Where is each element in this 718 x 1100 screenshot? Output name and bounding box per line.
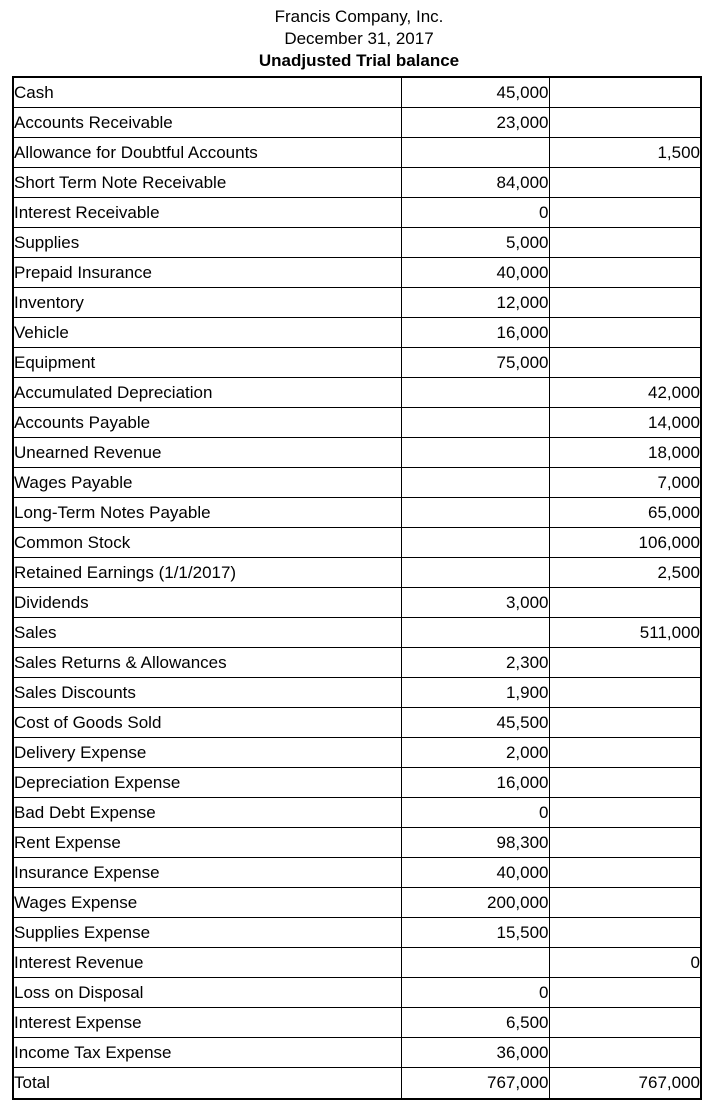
credit-amount-cell <box>549 828 701 858</box>
debit-amount-cell: 45,000 <box>401 77 549 108</box>
table-row <box>13 708 701 738</box>
table-row <box>13 228 701 258</box>
credit-amount-cell: 65,000 <box>549 498 701 528</box>
table-row <box>13 558 701 588</box>
credit-amount-cell <box>549 228 701 258</box>
account-name-cell: Inventory <box>13 288 401 318</box>
statement-date: December 31, 2017 <box>284 29 434 48</box>
table-row <box>13 408 701 438</box>
debit-amount-cell: 75,000 <box>401 348 549 378</box>
debit-amount-cell: 2,300 <box>401 648 549 678</box>
account-name-cell: Dividends <box>13 588 401 618</box>
credit-amount-cell: 767,000 <box>549 1068 701 1100</box>
table-row <box>13 738 701 768</box>
table-row <box>13 528 701 558</box>
table-row <box>13 378 701 408</box>
credit-amount-cell <box>549 1008 701 1038</box>
debit-amount-cell <box>401 468 549 498</box>
account-name-cell: Interest Expense <box>13 1008 401 1038</box>
debit-amount-cell: 40,000 <box>401 858 549 888</box>
account-name-cell: Supplies <box>13 228 401 258</box>
table-row <box>13 168 701 198</box>
account-name-cell: Sales Discounts <box>13 678 401 708</box>
account-name-cell: Cost of Goods Sold <box>13 708 401 738</box>
debit-amount-cell: 36,000 <box>401 1038 549 1068</box>
credit-amount-cell <box>549 288 701 318</box>
credit-amount-cell <box>549 77 701 108</box>
table-row <box>13 138 701 168</box>
table-row <box>13 798 701 828</box>
credit-amount-cell <box>549 588 701 618</box>
credit-amount-cell <box>549 918 701 948</box>
table-row <box>13 1068 701 1100</box>
account-name-cell: Retained Earnings (1/1/2017) <box>13 558 401 588</box>
table-row <box>13 498 701 528</box>
table-row <box>13 348 701 378</box>
table-row <box>13 828 701 858</box>
company-name: Francis Company, Inc. <box>274 7 444 26</box>
credit-amount-cell: 1,500 <box>549 138 701 168</box>
credit-amount-cell <box>549 1038 701 1068</box>
statement-heading <box>0 0 718 72</box>
account-name-cell: Total <box>13 1068 401 1100</box>
table-row <box>13 648 701 678</box>
debit-amount-cell: 45,500 <box>401 708 549 738</box>
table-row <box>13 888 701 918</box>
trial-balance-table <box>12 76 702 1100</box>
credit-amount-cell <box>549 648 701 678</box>
credit-amount-cell <box>549 858 701 888</box>
credit-amount-cell: 511,000 <box>549 618 701 648</box>
account-name-cell: Depreciation Expense <box>13 768 401 798</box>
account-name-cell: Sales Returns & Allowances <box>13 648 401 678</box>
table-row <box>13 588 701 618</box>
account-name-cell: Short Term Note Receivable <box>13 168 401 198</box>
table-row <box>13 77 701 108</box>
account-name-cell: Accounts Payable <box>13 408 401 438</box>
credit-amount-cell <box>549 348 701 378</box>
debit-amount-cell: 5,000 <box>401 228 549 258</box>
table-row <box>13 288 701 318</box>
credit-amount-cell: 0 <box>549 948 701 978</box>
debit-amount-cell: 6,500 <box>401 1008 549 1038</box>
account-name-cell: Income Tax Expense <box>13 1038 401 1068</box>
account-name-cell: Sales <box>13 618 401 648</box>
account-name-cell: Wages Payable <box>13 468 401 498</box>
debit-amount-cell <box>401 378 549 408</box>
debit-amount-cell <box>401 438 549 468</box>
account-name-cell: Prepaid Insurance <box>13 258 401 288</box>
debit-amount-cell: 23,000 <box>401 108 549 138</box>
debit-amount-cell: 16,000 <box>401 768 549 798</box>
debit-amount-cell: 0 <box>401 978 549 1008</box>
table-row <box>13 678 701 708</box>
table-row <box>13 978 701 1008</box>
debit-amount-cell: 2,000 <box>401 738 549 768</box>
debit-amount-cell: 767,000 <box>401 1068 549 1100</box>
account-name-cell: Accumulated Depreciation <box>13 378 401 408</box>
credit-amount-cell <box>549 258 701 288</box>
table-row <box>13 198 701 228</box>
trial-balance-body <box>13 77 701 1099</box>
account-name-cell: Bad Debt Expense <box>13 798 401 828</box>
table-row <box>13 258 701 288</box>
account-name-cell: Unearned Revenue <box>13 438 401 468</box>
debit-amount-cell <box>401 558 549 588</box>
account-name-cell: Wages Expense <box>13 888 401 918</box>
account-name-cell: Interest Revenue <box>13 948 401 978</box>
debit-amount-cell: 0 <box>401 798 549 828</box>
debit-amount-cell: 12,000 <box>401 288 549 318</box>
account-name-cell: Cash <box>13 77 401 108</box>
account-name-cell: Accounts Receivable <box>13 108 401 138</box>
debit-amount-cell <box>401 948 549 978</box>
trial-balance-table-wrapper <box>12 76 700 1100</box>
credit-amount-cell: 42,000 <box>549 378 701 408</box>
credit-amount-cell <box>549 108 701 138</box>
table-row <box>13 858 701 888</box>
account-name-cell: Vehicle <box>13 318 401 348</box>
table-row <box>13 1008 701 1038</box>
debit-amount-cell <box>401 528 549 558</box>
debit-amount-cell <box>401 138 549 168</box>
credit-amount-cell <box>549 168 701 198</box>
table-row <box>13 318 701 348</box>
table-row <box>13 468 701 498</box>
credit-amount-cell <box>549 888 701 918</box>
table-row <box>13 1038 701 1068</box>
credit-amount-cell: 18,000 <box>549 438 701 468</box>
statement-title: Unadjusted Trial balance <box>258 51 460 70</box>
debit-amount-cell: 98,300 <box>401 828 549 858</box>
table-row <box>13 108 701 138</box>
account-name-cell: Delivery Expense <box>13 738 401 768</box>
table-row <box>13 618 701 648</box>
credit-amount-cell <box>549 318 701 348</box>
debit-amount-cell <box>401 618 549 648</box>
table-row <box>13 948 701 978</box>
debit-amount-cell: 15,500 <box>401 918 549 948</box>
account-name-cell: Supplies Expense <box>13 918 401 948</box>
account-name-cell: Interest Receivable <box>13 198 401 228</box>
debit-amount-cell: 200,000 <box>401 888 549 918</box>
credit-amount-cell: 7,000 <box>549 468 701 498</box>
account-name-cell: Common Stock <box>13 528 401 558</box>
account-name-cell: Loss on Disposal <box>13 978 401 1008</box>
account-name-cell: Allowance for Doubtful Accounts <box>13 138 401 168</box>
credit-amount-cell <box>549 798 701 828</box>
debit-amount-cell: 16,000 <box>401 318 549 348</box>
account-name-cell: Equipment <box>13 348 401 378</box>
credit-amount-cell <box>549 978 701 1008</box>
debit-amount-cell: 0 <box>401 198 549 228</box>
credit-amount-cell <box>549 708 701 738</box>
credit-amount-cell <box>549 678 701 708</box>
account-name-cell: Insurance Expense <box>13 858 401 888</box>
credit-amount-cell <box>549 738 701 768</box>
debit-amount-cell <box>401 408 549 438</box>
table-row <box>13 918 701 948</box>
table-row <box>13 438 701 468</box>
debit-amount-cell <box>401 498 549 528</box>
credit-amount-cell <box>549 768 701 798</box>
account-name-cell: Rent Expense <box>13 828 401 858</box>
credit-amount-cell: 14,000 <box>549 408 701 438</box>
debit-amount-cell: 40,000 <box>401 258 549 288</box>
debit-amount-cell: 3,000 <box>401 588 549 618</box>
debit-amount-cell: 84,000 <box>401 168 549 198</box>
credit-amount-cell: 2,500 <box>549 558 701 588</box>
table-row <box>13 768 701 798</box>
debit-amount-cell: 1,900 <box>401 678 549 708</box>
account-name-cell: Long-Term Notes Payable <box>13 498 401 528</box>
credit-amount-cell: 106,000 <box>549 528 701 558</box>
credit-amount-cell <box>549 198 701 228</box>
